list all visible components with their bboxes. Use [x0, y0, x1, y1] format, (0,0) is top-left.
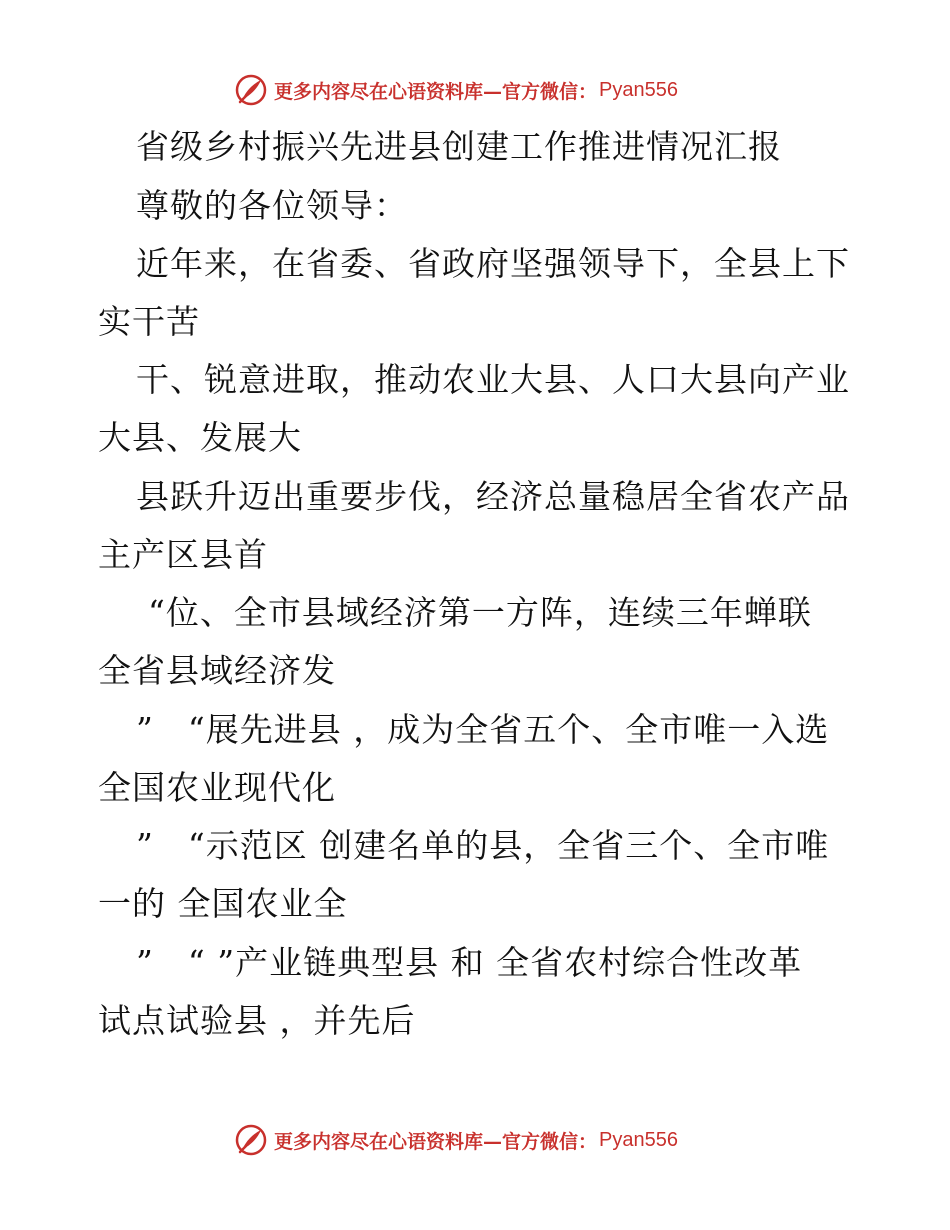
document-title: 省级乡村振兴先进县创建工作推进情况汇报 [136, 127, 782, 166]
paragraph-line: ” “ ”产业链典型县 和 全省农村综合性改革 [136, 943, 803, 982]
paragraph-line: ” “示范区 创建名单的县，全省三个、全市唯 [136, 826, 830, 865]
quill-logo-icon [234, 73, 268, 107]
quill-logo-icon [234, 1123, 268, 1157]
paragraph-line: 县跃升迈出重要步伐，经济总量稳居全省农产品 [136, 477, 850, 516]
watermark-text: 更多内容尽在心语资料库—官方微信： [274, 80, 598, 103]
watermark-wechat-id: Pyan556 [599, 78, 678, 101]
paragraph-line: 主产区县首 [98, 535, 268, 574]
paragraph-line: 全省县域经济发 [98, 651, 336, 690]
paragraph-line: 全国农业现代化 [98, 768, 336, 807]
paragraph-line: 试点试验县 ，并先后 [98, 1001, 416, 1040]
watermark-text: 更多内容尽在心语资料库—官方微信： [274, 1130, 598, 1153]
paragraph-line: 干、锐意进取，推动农业大县、人口大县向产业 [136, 360, 850, 399]
watermark-wechat-id: Pyan556 [599, 1128, 678, 1151]
paragraph-line: 近年来，在省委、省政府坚强领导下，全县上下 [136, 244, 850, 283]
paragraph-line: 实干苦 [98, 302, 200, 341]
paragraph-line: 一的 全国农业全 [98, 884, 348, 923]
header-watermark [234, 70, 678, 110]
footer-watermark [234, 1120, 678, 1160]
paragraph-line: 大县、发展大 [98, 418, 302, 457]
paragraph-line: “位、全市县域经济第一方阵，连续三年蝉联 [148, 593, 812, 632]
paragraph-line: ” “展先进县 ，成为全省五个、全市唯一入选 [136, 710, 830, 749]
salutation: 尊敬的各位领导： [136, 186, 408, 225]
